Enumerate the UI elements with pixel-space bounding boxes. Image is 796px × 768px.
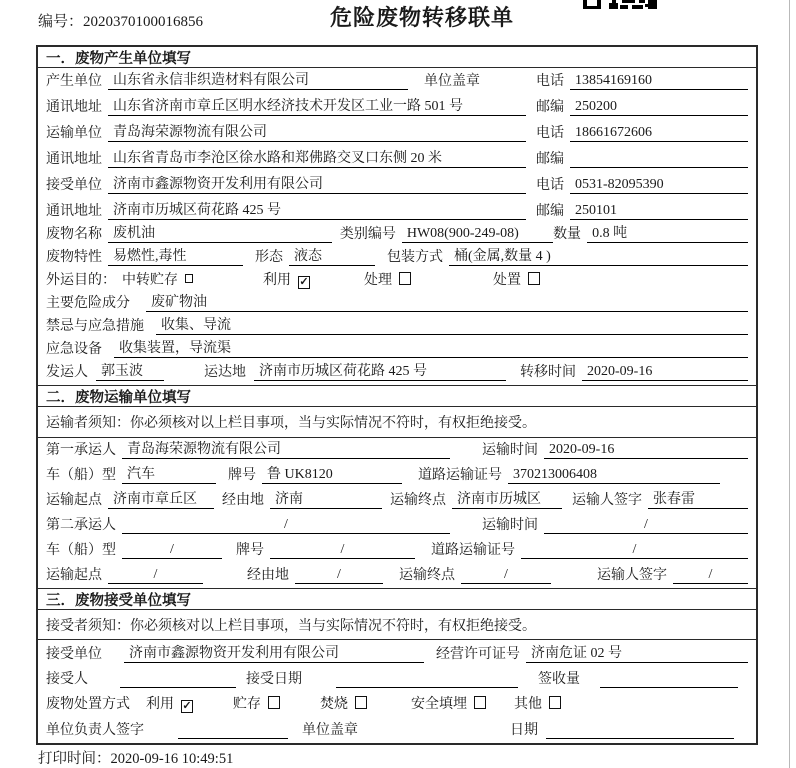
receiver-unit-value: 济南市鑫源物资开发利用有限公司 [108,173,526,194]
route1-via-label: 经由地 [222,493,264,508]
row-transport-address [38,146,756,172]
transport-unit-value: 青岛海荣源物流有限公司 [108,121,526,142]
dispatcher-label: 发运人 [46,365,88,380]
row-route2 [38,563,756,588]
responsible-sign-value [178,738,288,739]
row-vehicle1 [38,463,756,488]
waste-traits-value: 易燃性,毒性 [108,245,243,266]
producer-unit-value: 山东省永信非织造材料有限公司 [108,69,408,90]
category-value: HW08(900-249-08) [402,226,553,243]
route2-via-label: 经由地 [247,568,289,583]
disposal-label: 废物处置方式 [46,697,130,712]
disposal-option-incinerate: 焚烧 [320,693,367,713]
checkbox-disposal-utilize[interactable]: ✓ [182,700,192,712]
plate2-label: 牌号 [236,543,264,558]
print-time-label: 打印时间： [38,751,111,767]
checkbox-dispose[interactable] [528,272,540,285]
packing-value: 桶(金属,数量 4 ) [449,245,748,266]
receive-unit-label: 接受单位 [46,647,102,662]
section-transport [38,385,756,588]
disposal-option-landfill: 安全填埋 [411,693,486,713]
destination-value: 济南市历城区荷花路 425 号 [254,360,506,381]
carrier2-value: / [122,517,450,534]
checkbox-disposal-incinerate[interactable] [355,696,367,709]
route1-start-value: 济南市章丘区 [108,488,214,509]
row-receive-unit [38,640,756,667]
serial-number-line [38,10,203,31]
checkbox-disposal-other[interactable] [549,696,561,709]
packing-label: 包装方式 [387,250,443,265]
hazard-value: 废矿物油 [146,291,748,312]
zip-label: 邮编 [536,152,564,167]
route2-end-value: / [461,567,551,584]
row-receiver-address [38,198,756,224]
page-title: 危险废物转移联单 [330,5,515,30]
vehicle1-value: 汽车 [122,463,216,484]
stamp-label: 单位盖章 [424,74,480,89]
producer-address-value: 山东省济南市章丘区明水经济技术开发区工业一路 501 号 [108,95,526,116]
row-carrier1 [38,438,756,463]
producer-unit-label: 产生单位 [46,74,102,89]
purpose-label: 外运目的： [46,273,116,288]
purpose-option-transfer: 中转贮存 [122,269,193,289]
carrier1-label: 第一承运人 [46,443,116,458]
receive-date-value [336,687,518,688]
transport-time2-value: / [544,517,748,534]
road-license2-label: 道路运输证号 [431,543,515,558]
route1-via-value: 济南 [270,488,382,509]
plate1-value: 鲁 UK8120 [262,463,402,484]
plate1-label: 牌号 [228,468,256,483]
row-receiver-unit [38,172,756,198]
checkbox-disposal-store[interactable] [268,696,280,709]
transport-time-value: 2020-09-16 [544,442,748,459]
route2-end-label: 运输终点 [399,568,455,583]
purpose-option-treat: 处理 [364,269,411,289]
producer-phone-value: 13854169160 [570,73,748,90]
section-receiver-title: 三．废物接受单位填写 [38,589,756,610]
carrier2-label: 第二承运人 [46,518,116,533]
hazard-label: 主要危险成分 [46,296,130,311]
route2-via-value: / [295,567,383,584]
transport-time2-label: 运输时间 [482,518,538,533]
row-vehicle2 [38,538,756,563]
qty-label: 数量 [553,227,582,242]
receive-person-value [120,687,236,688]
route2-sign-label: 运输人签字 [597,568,667,583]
route1-start-label: 运输起点 [46,493,102,508]
qr-code-icon [583,0,661,9]
form-header [0,0,796,45]
receiver-unit-label: 接受单位 [46,178,102,193]
row-equipment [38,339,756,362]
date-label: 日期 [510,723,538,738]
route2-start-label: 运输起点 [46,568,102,583]
plate2-value: / [270,542,415,559]
transport-address-label: 通讯地址 [46,152,102,167]
transport-phone-value: 18661672606 [570,125,748,142]
transport-unit-label: 运输单位 [46,126,102,141]
producer-zip-value: 250200 [570,99,748,116]
zip-label: 邮编 [536,100,564,115]
date-value [546,738,734,739]
section-receiver [38,588,756,743]
producer-address-label: 通讯地址 [46,100,102,115]
page-edge-line [789,0,790,768]
vehicle2-value: / [122,542,222,559]
transport-address-value: 山东省青岛市李沧区徐水路和郑佛路交叉口东侧 20 米 [108,147,526,168]
route2-start-value: / [108,567,203,584]
waste-name-value: 废机油 [108,222,332,243]
vehicle1-label: 车（船）型 [46,468,116,483]
checkbox-transfer-storage[interactable] [185,274,193,283]
checkbox-disposal-landfill[interactable] [474,696,486,709]
unit-stamp-label: 单位盖章 [302,723,358,738]
receiver-address-label: 通讯地址 [46,204,102,219]
row-carrier2 [38,513,756,538]
route1-sign-value: 张春雷 [648,488,748,509]
receipt-amount-label: 签收量 [538,672,580,687]
carrier1-value: 青岛海荣源物流有限公司 [122,438,450,459]
road-license1-label: 道路运输证号 [418,468,502,483]
transfer-form [36,45,758,745]
zip-label: 邮编 [536,204,564,219]
transfer-time-label: 转移时间 [520,365,576,380]
row-hazard [38,293,756,316]
section-producer [38,47,756,385]
responsible-sign-label: 单位负责人签字 [46,723,144,738]
row-purpose [38,270,756,293]
row-receive-person [38,667,756,692]
receiver-phone-value: 0531-82095390 [570,177,748,194]
row-disposal [38,692,756,717]
print-time-value: 2020-09-16 10:49:51 [110,751,234,767]
qty-value: 0.8 吨 [587,222,748,243]
row-waste-traits [38,247,756,270]
receiver-address-value: 济南市历城区荷花路 425 号 [108,199,526,220]
category-label: 类别编号 [339,227,396,242]
phone-label: 电话 [536,74,564,89]
transport-zip-value [570,167,748,168]
waste-name-label: 废物名称 [46,227,102,242]
disposal-option-store: 贮存 [233,693,280,713]
form-state-value: 液态 [289,245,375,266]
phone-label: 电话 [536,178,564,193]
waste-traits-label: 废物特性 [46,250,102,265]
purpose-option-dispose: 处置 [493,269,540,289]
checkbox-treat[interactable] [399,272,411,285]
business-license-value: 济南危证 02 号 [526,642,748,663]
transport-notice: 运输者须知：你必须核对以上栏目事项，当与实际情况不符时，有权拒绝接受。 [38,407,756,438]
row-taboo [38,316,756,339]
route1-end-label: 运输终点 [390,493,446,508]
route1-sign-label: 运输人签字 [572,493,642,508]
section-producer-title: 一．废物产生单位填写 [38,47,756,68]
row-dispatch [38,362,756,385]
row-transport-unit [38,120,756,146]
route2-sign-value: / [673,567,748,584]
receive-unit-value: 济南市鑫源物资开发利用有限公司 [124,642,424,663]
serial-number: 2020370100016856 [83,14,204,30]
equipment-value: 收集装置，导流渠 [114,337,748,358]
route1-end-value: 济南市历城区 [452,488,562,509]
receive-person-label: 接受人 [46,672,88,687]
print-time-line [38,747,233,768]
row-signature [38,717,756,743]
disposal-option-utilize: 利用 ✓ [146,697,192,712]
section-transport-title: 二．废物运输单位填写 [38,386,756,407]
disposal-option-other: 其他 [514,693,561,713]
dispatcher-value: 郭玉波 [96,360,164,381]
business-license-label: 经营许可证号 [436,647,520,662]
transfer-time-value: 2020-09-16 [582,364,748,381]
phone-label: 电话 [536,126,564,141]
row-producer-unit [38,68,756,94]
receiver-notice: 接受者须知：你必须核对以上栏目事项，当与实际情况不符时，有权拒绝接受。 [38,610,756,640]
road-license2-value: / [521,542,748,559]
receiver-zip-value: 250101 [570,203,748,220]
transport-time-label: 运输时间 [482,443,538,458]
taboo-value: 收集、导流 [156,314,748,335]
destination-label: 运达地 [204,365,246,380]
road-license1-value: 370213006408 [508,467,720,484]
purpose-option-utilize: 利用 ✓ [263,273,309,288]
taboo-label: 禁忌与应急措施 [46,319,144,334]
row-route1 [38,488,756,513]
receive-date-label: 接受日期 [246,672,302,687]
row-producer-address [38,94,756,120]
row-waste-name [38,224,756,247]
form-state-label: 形态 [255,250,283,265]
equipment-label: 应急设备 [46,342,102,357]
checkbox-utilize[interactable]: ✓ [299,276,309,288]
serial-label: 编号： [38,14,84,30]
vehicle2-label: 车（船）型 [46,543,116,558]
receipt-amount-value [600,687,738,688]
